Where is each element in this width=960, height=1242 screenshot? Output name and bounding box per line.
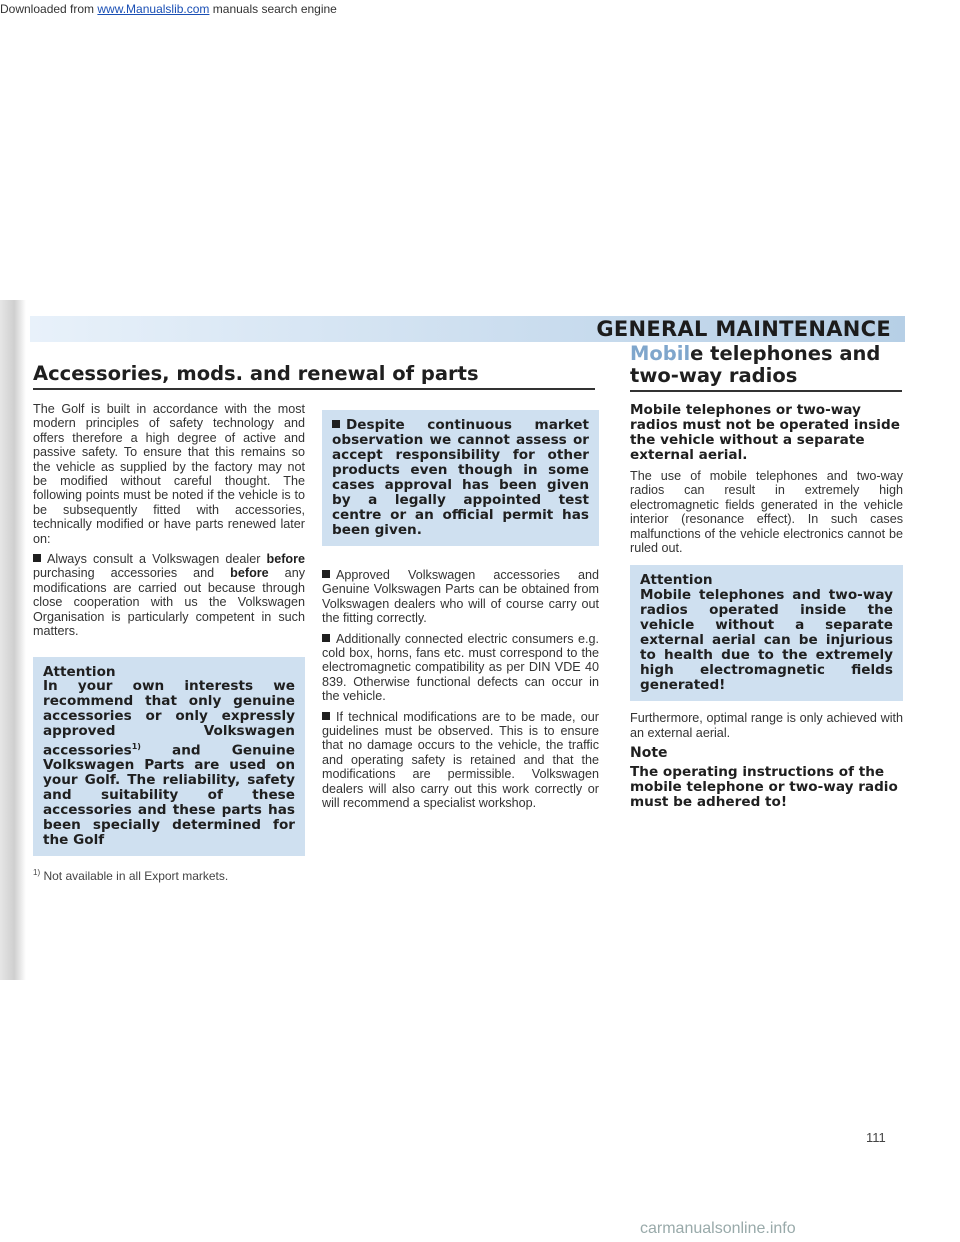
section-band — [30, 316, 905, 342]
electromagnetic-paragraph: The use of mobile telephones and two-way radios can result in extremely high electromagnetic fields generated in the vehicle interior (resonance effect). In such cases malfunctions of the vehicle electronics cannot be ruled out. — [630, 469, 903, 556]
middle-column — [322, 402, 599, 817]
attention-box-genuine-parts — [33, 657, 305, 857]
download-suffix: manuals search engine — [209, 2, 337, 16]
bullet-marker — [322, 570, 330, 578]
attention-label: Attention — [43, 663, 116, 680]
note-label: Note — [630, 745, 668, 762]
download-prefix: Downloaded from — [0, 2, 98, 16]
footnote: $^{1)}$ Not available in all Export markets. — [33, 868, 229, 884]
note-text: The operating instructions of the mobile telephone or two-way radio must be adhered to! — [630, 763, 898, 810]
left-heading: Accessories, mods. and renewal of parts — [33, 362, 479, 385]
right-heading-faint: Mobil — [630, 342, 691, 365]
attention-text: Mobile telephones and two-way radios operated inside the vehicle without a separate external aerial can be injurious to health due to the extremely high electromagnetic fields generated! — [640, 587, 893, 694]
left-heading-rule — [33, 388, 595, 390]
right-heading-rule — [630, 390, 902, 392]
left-column — [33, 402, 305, 884]
manualslib-link[interactable]: www.Manualslib.com — [97, 2, 210, 16]
section-title: GENERAL MAINTENANCE — [596, 317, 891, 341]
page-number: 111 — [866, 1130, 886, 1145]
technical-modifications-bullet: If technical modifications are to be made, our guidelines must be observed. This is to ensure that no damage occurs to the vehicle, the traffic and operating safety is retained and that the modifications are permissible. Volkswagen dealers will also carry out this work correctly or will recommend a specialist workshop. — [322, 709, 599, 811]
attention-text: In your own interests we recommend that only genuine accessories or only expressly approved Volkswagen accessories$^{1)}$ and Genuine Volkswagen Parts are used on your Golf. The reliability, safety and suitability of these accessories and these parts has been specially determined for the Golf — [43, 677, 295, 849]
market-observation-text: Despite continuous market observation we cannot assess or accept responsibility for other products even though in some cases approval has been given by a legally appointed test centre or an official permit has been given. — [332, 417, 589, 538]
range-paragraph: Furthermore, optimal range is only achieved with an external aerial. — [630, 711, 903, 740]
download-header — [0, 2, 337, 16]
right-heading-rest: e telephones and two-way radios — [630, 342, 881, 387]
watermark: carmanualsonline.info — [640, 1220, 796, 1237]
bullet-marker — [332, 420, 340, 428]
bullet-marker — [33, 554, 41, 562]
approved-accessories-bullet: Approved Volkswagen accessories and Genuine Volkswagen Parts can be obtained from Volkswagen dealers who will of course carry out the fitting correctly. — [322, 568, 599, 626]
attention-box-mobile — [630, 565, 903, 701]
intro-paragraph: The Golf is built in accordance with the most modern principles of safety technology and offers therefore a high degree of active and passive safety. To ensure that this remains so the vehicle as supplied by the factory may not be modified without careful thought. The following points must be noted if the vehicle is to be subsequently fitted with accessories, technically modified or have parts renewed later on: — [33, 402, 305, 546]
right-heading — [630, 343, 900, 387]
page-edge-shadow — [0, 300, 26, 980]
mobile-phone-warning-lead: Mobile telephones or two-way radios must not be operated inside the vehicle without a separate external aerial. — [630, 402, 900, 463]
bullet-marker — [322, 634, 330, 642]
dealer-bullet: Always consult a Volkswagen dealer before purchasing accessories and before any modifications are carried out because through close cooperation with us the Volkswagen Organisation is particularly competent in such matters. — [33, 552, 305, 639]
attention-label: Attention — [640, 572, 713, 589]
bullet-marker — [322, 712, 330, 720]
electric-consumers-bullet: Additionally connected electric consumers e.g. cold box, horns, fans etc. must correspond to the electromagnetic compatibility as per DIN VDE 40 839. Otherwise functional defects can occur in the vehicle. — [322, 631, 599, 704]
market-observation-box — [322, 410, 599, 546]
right-column — [630, 403, 903, 810]
